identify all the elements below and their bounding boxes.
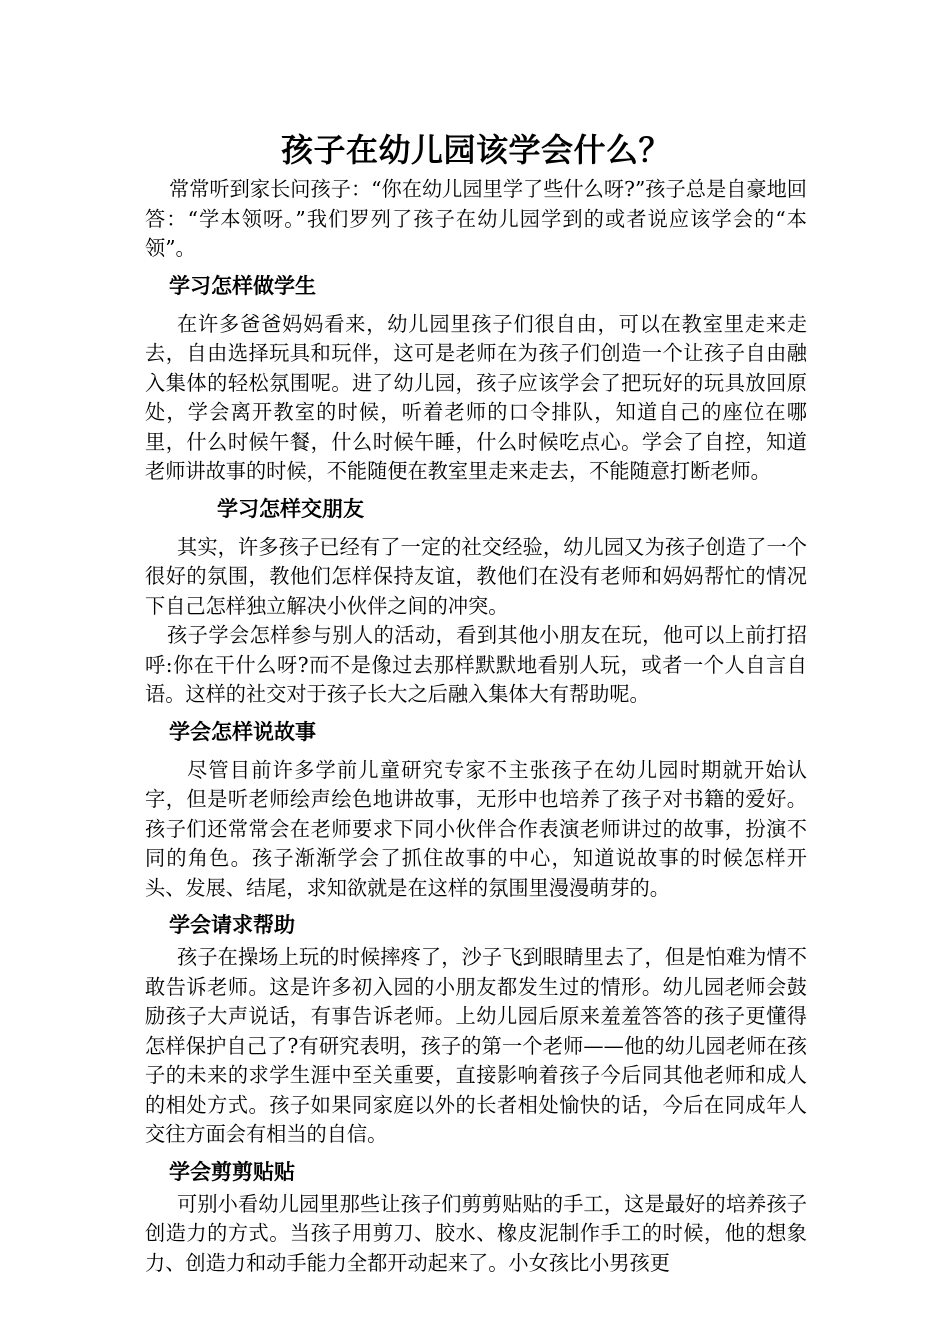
section-student-paragraph: 在许多爸爸妈妈看来，幼儿园里孩子们很自由，可以在教室里走来走去，自由选择玩具和玩伴，这可是老师在为孩子们创造一个让孩子自由融入集体的轻松氛围呢。进了幼儿园，孩子应该学会了把玩好的玩具放回原处，学会离开教室的时候，听着老师的口令排队，知道自己的座位在哪里，什么时候午餐，什么时候午睡，什么时候吃点心。学会了自控，知道老师讲故事的时候，不能随便在教室里走来走去，不能随意打断老师。 bbox=[145, 311, 807, 483]
section-heading-student: 学习怎样做学生 bbox=[169, 272, 316, 298]
document-content bbox=[145, 128, 807, 1278]
section-storytelling-paragraph: 尽管目前许多学前儿童研究专家不主张孩子在幼儿园时期就开始认字，但是听老师绘声绘色地讲故事，无形中也培养了孩子对书籍的爱好。孩子们还常常会在老师要求下同小伙伴合作表演老师讲过的故事，扮演不同的角色。孩子渐渐学会了抓住故事的中心，知道说故事的时候怎样开头、发展、结尾，求知欲就是在这样的氛围里漫漫萌芽的。 bbox=[145, 757, 807, 900]
section-heading-help: 学会请求帮助 bbox=[169, 912, 295, 937]
document-title: 孩子在幼儿园该学会什么？ bbox=[280, 131, 671, 169]
intro-paragraph: 常常听到家长问孩子：“你在幼儿园里学了些什么呀?”孩子总是自豪地回答：“学本领呀。”我们罗列了孩子在幼儿园学到的或者说应该学会的“本领”。 bbox=[145, 177, 807, 260]
section-friends-paragraph-1: 其实，许多孩子已经有了一定的社交经验，幼儿园又为孩子创造了一个很好的氛围，教他们怎样保持友谊，教他们在没有老师和妈妈帮忙的情况下自己怎样独立解决小伙伴之间的冲突。 bbox=[145, 534, 807, 618]
section-help-paragraph: 孩子在操场上玩的时候摔疼了，沙子飞到眼睛里去了，但是怕难为情不敢告诉老师。这是许多初入园的小朋友都发生过的情形。幼儿园老师会鼓励孩子大声说话，有事告诉老师。上幼儿园后原来羞羞答答的孩子更懂得怎样保护自己了?有研究表明，孩子的第一个老师——他的幼儿园老师在孩子的未来的求学生涯中至关重要，直接影响着孩子今后同其他老师和成人的相处方式。孩子如果同家庭以外的长者相处愉快的话，今后在同成年人交往方面会有相当的自信。 bbox=[145, 945, 807, 1146]
section-heading-friends: 学习怎样交朋友 bbox=[217, 495, 364, 521]
section-friends-paragraph-2: 孩子学会怎样参与别人的活动，看到其他小朋友在玩，他可以上前打招呼:你在干什么呀?而不是像过去那样默默地看别人玩，或者一个人自言自语。这样的社交对于孩子长大之后融入集体大有帮助呢。 bbox=[145, 623, 807, 706]
section-crafts-paragraph: 可别小看幼儿园里那些让孩子们剪剪贴贴的手工，这是最好的培养孩子创造力的方式。当孩子用剪刀、胶水、橡皮泥制作手工的时候，他的想象力、创造力和动手能力全都开动起来了。小女孩比小男孩更 bbox=[145, 1191, 807, 1275]
section-heading-crafts: 学会剪剪贴贴 bbox=[169, 1158, 295, 1184]
section-heading-storytelling: 学会怎样说故事 bbox=[169, 718, 316, 744]
